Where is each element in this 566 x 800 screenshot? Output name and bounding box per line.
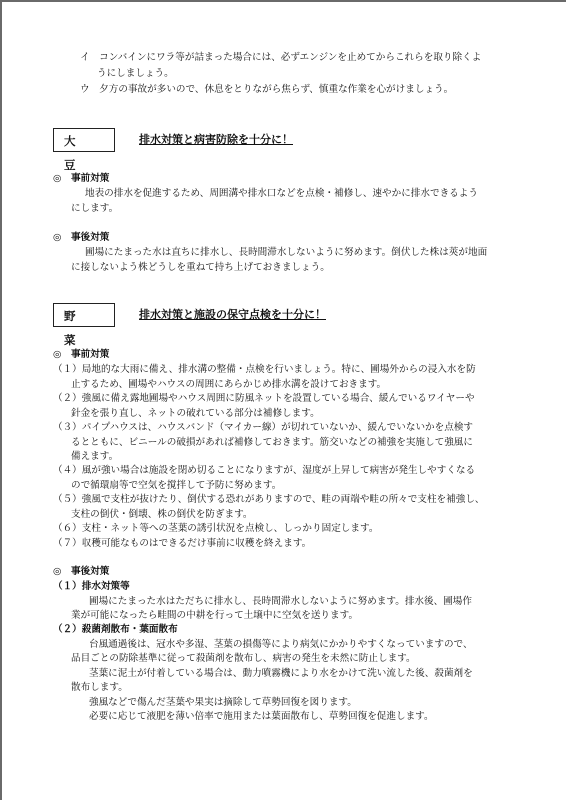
- yasai-pre-line: るとともに、ビニールの破損があれば補修しておきます。筋交いなどの補強を実施して強風に: [71, 437, 473, 448]
- section-label-daizu: 大 豆: [53, 128, 115, 152]
- page-top-border: [0, 0, 566, 2]
- yasai-pre-line: 備えます。: [71, 451, 119, 462]
- section-title-yasai: 排水対策と施設の保守点検を十分に！: [139, 308, 326, 321]
- yasai-pre-line: （６）支柱・ネット等への茎葉の誘引状況を点検し、しっかり固定します。: [53, 523, 379, 534]
- yasai-sub2-line: 必要に応じて液肥を薄い倍率で施用または葉面散布し、草勢回復を促進します。: [89, 711, 434, 722]
- intro-item-i-cont: うにしましょう。: [97, 68, 174, 79]
- yasai-pre-line: ので循環扇等で空気を撹拌して予防に努めます。: [71, 480, 282, 491]
- daizu-pre-line: 地表の排水を促進するため、周囲溝や排水口などを点検・補修し、速やかに排水できるよう: [85, 188, 478, 199]
- yasai-pre-line: （３）パイプハウスは、ハウスバンド（マイカー線）が切れていないか、緩んでいないかを点検す: [53, 422, 474, 433]
- yasai-sub1-line: 業が可能になったら畦間の中耕を行って土壌中に空気を送ります。: [71, 610, 359, 621]
- yasai-pre-line: （１）局地的な大雨に備え、排水溝の整備・点検を行いましょう。特に、圃場外からの浸入水を防: [53, 364, 476, 375]
- intro-item-i: イ コンバインにワラ等が詰まった場合には、必ずエンジンを止めてからこれらを取り除くよ: [80, 52, 482, 63]
- section-title-daizu: 排水対策と病害防除を十分に！: [139, 133, 293, 146]
- yasai-pre-line: （７）収穫可能なものはできるだけ事前に収穫を終えます。: [53, 538, 312, 549]
- yasai-pre-line: （２）強風に備え露地圃場やハウス周囲に防風ネットを設置している場合、緩んでいるワイヤーや: [53, 393, 475, 404]
- section-label-yasai: 野 菜: [53, 303, 115, 327]
- yasai-sub2-heading: （２）殺菌剤散布・葉面散布: [53, 624, 178, 635]
- yasai-sub1-line: 圃場にたまった水はただちに排水し、長時間滞水しないように努めます。排水後、圃場作: [89, 596, 472, 607]
- yasai-post-heading: ◎ 事後対策: [53, 566, 110, 577]
- yasai-sub1-heading: （１）排水対策等: [53, 581, 130, 592]
- yasai-pre-heading: ◎ 事前対策: [53, 349, 110, 360]
- daizu-pre-line: にします。: [71, 203, 119, 214]
- daizu-post-line: 圃場にたまった水は直ちに排水し、長時間滞水しないように努めます。倒伏した株は莢が地面: [85, 247, 488, 258]
- yasai-pre-line: 止するため、圃場やハウスの周囲にあらかじめ排水溝を設けておきます。: [71, 379, 387, 390]
- yasai-pre-line: （５）強風で支柱が抜けたり、倒伏する恐れがありますので、畦の両端や畦の所々で支柱を補強し、: [53, 494, 485, 505]
- yasai-sub2-line: 台風通過後は、冠水や多湿、茎葉の損傷等により病気にかかりやすくなっていますので、: [89, 639, 473, 650]
- yasai-sub2-line: 強風などで傷んだ茎葉や果実は摘除して草勢回復を図ります。: [89, 697, 357, 708]
- yasai-pre-line: （４）風が強い場合は施設を閉め切ることになりますが、湿度が上昇して病害が発生しやすくなる: [53, 465, 476, 476]
- daizu-pre-heading: ◎ 事前対策: [53, 173, 110, 184]
- daizu-post-heading: ◎ 事後対策: [53, 232, 110, 243]
- daizu-post-line: に接しないよう株どうしを重ねて持ち上げておきましょう。: [71, 262, 330, 273]
- yasai-sub2-line: 散布します。: [71, 682, 128, 693]
- intro-item-u: ウ 夕方の事故が多いので、休息をとりながら焦らず、慎重な作業を心がけましょう。: [80, 84, 454, 95]
- yasai-pre-line: 支柱の倒伏・倒壊、株の倒伏を防ぎます。: [71, 509, 253, 520]
- yasai-sub2-line: 茎葉に泥土が付着している場合は、動力噴霧機により水をかけて洗い流した後、殺菌剤を: [89, 668, 473, 679]
- yasai-sub2-line: 品目ごとの防除基準に従って殺菌剤を散布し、病害の発生を未然に防止します。: [71, 653, 416, 664]
- yasai-pre-line: 針金を張り直し、ネットの破れている部分は補修します。: [71, 408, 320, 419]
- page-left-border: [0, 0, 2, 800]
